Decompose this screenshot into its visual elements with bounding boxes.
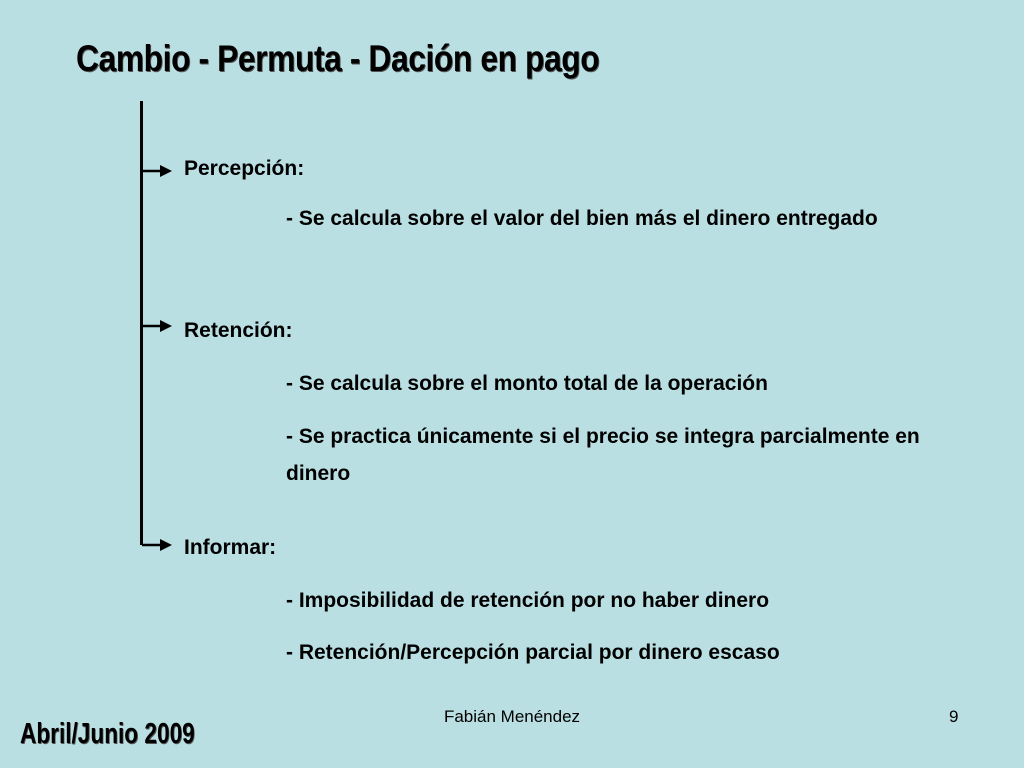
footer-page-number: 9 xyxy=(949,707,959,726)
section-item: - Retención/Percepción parcial por dinero escaso xyxy=(286,641,780,664)
section-item: - Imposibilidad de retención por no haber dinero xyxy=(286,589,770,612)
section-item: - Se calcula sobre el monto total de la operación xyxy=(286,372,768,395)
arrow-icon xyxy=(142,539,172,551)
section-heading-retencion: Retención: xyxy=(184,319,293,342)
footer-date: Abril/Junio 2009 xyxy=(20,718,195,750)
section-heading-percepcion: Percepción: xyxy=(184,157,305,180)
arrow-icon xyxy=(142,320,172,332)
footer-author: Fabián Menéndez xyxy=(443,707,581,726)
slide-title: Cambio - Permuta - Dación en pago xyxy=(76,38,600,79)
arrow-icon xyxy=(142,165,172,177)
section-item: - Se practica únicamente si el precio se integra parcialmente en dinero xyxy=(286,425,920,485)
section-heading-informar: Informar: xyxy=(184,536,277,559)
section-item: - Se calcula sobre el valor del bien más el dinero entregado xyxy=(286,207,878,230)
